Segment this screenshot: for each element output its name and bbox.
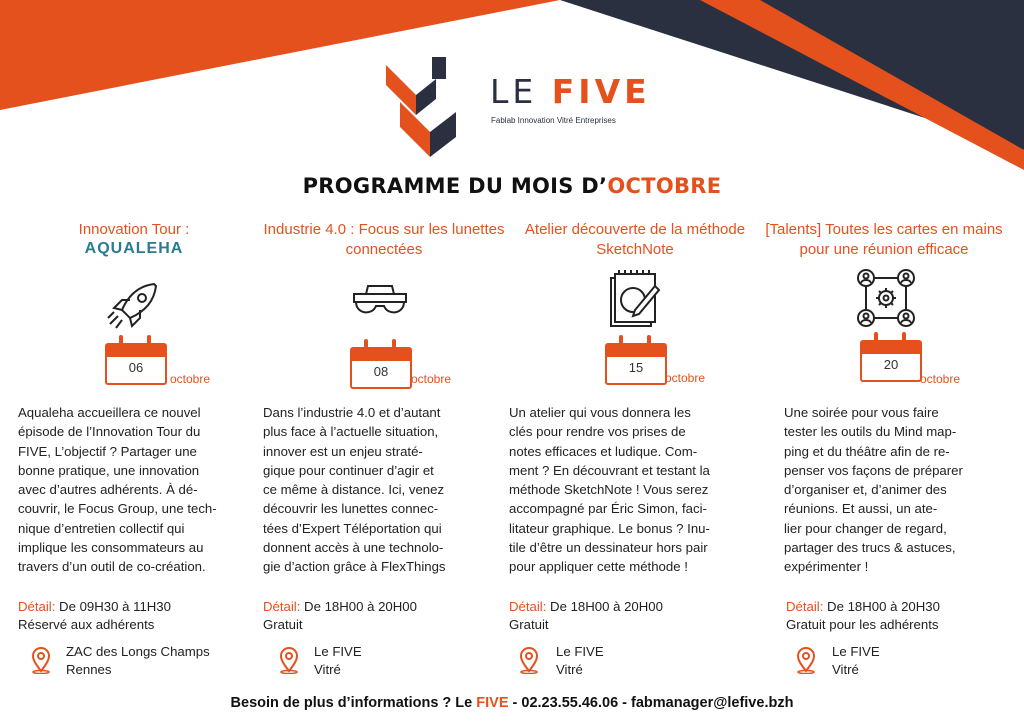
description-line: réunions. Et aussi, un ate- <box>784 501 938 517</box>
location-line-2: Vitré <box>832 662 859 677</box>
event-location <box>832 643 880 679</box>
event-column-3 <box>510 220 760 260</box>
description-line: avec d’autres adhérents. À dé- <box>18 482 198 498</box>
event-title: Innovation Tour : <box>78 221 190 238</box>
location-pin-icon <box>518 646 540 674</box>
detail-label: Détail: <box>18 599 56 614</box>
detail-time: De 18H00 à 20H00 <box>300 599 417 614</box>
description-line: ping et du théâtre afin de re- <box>784 443 950 459</box>
location-line-1: Le FIVE <box>832 644 880 659</box>
description-line: nique d’entretien collectif qui <box>18 520 185 536</box>
description-line: Un atelier qui vous donnera les <box>509 405 691 420</box>
detail-time: De 18H00 à 20H30 <box>823 599 940 614</box>
calendar-icon <box>105 335 167 383</box>
description-line: tile d’être un dessinateur hors pair <box>509 540 708 556</box>
location-line-2: Rennes <box>66 662 112 677</box>
description-line: travers d’un outil de co-création. <box>18 559 206 575</box>
event-description <box>263 403 508 577</box>
description-line: ment ? En découvrant et testant la <box>509 462 710 478</box>
description-line: accompagné par Éric Simon, faci- <box>509 501 707 517</box>
event-month: octobre <box>170 372 211 386</box>
title-prefix: PROGRAMME DU MOIS D’ <box>302 174 608 198</box>
calendar-icon <box>350 339 412 387</box>
event-description <box>509 403 759 577</box>
description-line: épisode de l’Innovation Tour du <box>18 424 201 440</box>
event-column-1 <box>14 220 254 258</box>
event-day: 06 <box>105 353 167 385</box>
description-line: implique les consommateurs au <box>18 540 204 556</box>
description-line: tées d’Expert Téléportation qui <box>263 520 442 536</box>
description-line: innover est un enjeu straté- <box>263 443 423 459</box>
description-line: Une soirée pour vous faire <box>784 405 939 420</box>
detail-label: Détail: <box>786 599 824 614</box>
description-line: Aqualeha accueillera ce nouvel <box>18 405 201 420</box>
event-detail <box>263 598 417 634</box>
footer-prefix: Besoin de plus d’informations ? Le <box>230 695 477 711</box>
event-day: 20 <box>860 350 922 382</box>
event-location <box>66 643 210 679</box>
footer-contact: - 02.23.55.46.06 - fabmanager@lefive.bzh <box>508 695 794 711</box>
description-line: notes efficaces et ludique. Com- <box>509 443 698 459</box>
detail-note: Gratuit <box>509 617 549 632</box>
sketchbook-icon <box>605 270 665 330</box>
description-line: gie d’action grâce à FlexThings <box>263 559 446 575</box>
description-line: litateur graphique. Le bonus ? Inu- <box>509 520 710 536</box>
brand-le: LE <box>490 72 538 111</box>
event-description <box>18 403 263 577</box>
event-detail <box>509 598 663 634</box>
footer-five: FIVE <box>476 695 509 711</box>
description-line: ce même à distance. Ici, venez <box>263 482 445 498</box>
event-month: octobre <box>920 372 961 386</box>
event-detail <box>786 598 940 634</box>
location-line-1: ZAC des Longs Champs <box>66 644 210 659</box>
detail-note: Réservé aux adhérents <box>18 617 155 632</box>
rocket-icon <box>104 280 164 330</box>
description-line: méthode SketchNote ! Vous serez <box>509 482 709 498</box>
location-pin-icon <box>795 646 817 674</box>
event-description <box>784 403 1014 577</box>
event-month: octobre <box>411 372 452 386</box>
location-line-2: Vitré <box>314 662 341 677</box>
description-line: partager des trucs & astuces, <box>784 540 956 556</box>
calendar-icon <box>605 335 667 383</box>
detail-label: Détail: <box>263 599 301 614</box>
description-line: expérimenter ! <box>784 559 869 575</box>
description-line: lier pour changer de regard, <box>784 520 947 536</box>
description-line: donnent accès à une technolo- <box>263 540 444 556</box>
brand-tagline: Fablab Innovation Vitré Entreprises <box>491 116 616 125</box>
event-location <box>556 643 604 679</box>
event-title: Atelier découverte de la méthode SketchNote <box>524 221 746 258</box>
contact-footer <box>0 695 1024 711</box>
partner-logo-aqualeha: AQUALEHA <box>84 240 184 257</box>
location-line-1: Le FIVE <box>314 644 362 659</box>
smart-glasses-icon <box>350 282 410 322</box>
brand-five: FIVE <box>551 72 651 111</box>
event-detail <box>18 598 171 634</box>
location-line-1: Le FIVE <box>556 644 604 659</box>
event-column-4 <box>750 220 1018 260</box>
title-month: OCTOBRE <box>607 174 722 198</box>
le-five-logo <box>386 57 466 157</box>
detail-time: De 09H30 à 11H30 <box>55 599 171 614</box>
description-line: découvrir les lunettes connec- <box>263 501 439 517</box>
event-location <box>314 643 362 679</box>
description-line: Dans l’industrie 4.0 et d’autant <box>263 405 441 420</box>
event-title: Industrie 4.0 : Focus sur les lunettes connectées <box>263 221 505 258</box>
description-line: gique pour continuer d’agir et <box>263 462 434 478</box>
description-line: bonne pratique, une innovation <box>18 462 200 478</box>
location-pin-icon <box>278 646 300 674</box>
description-line: FIVE, L’objectif ? Partager une <box>18 443 197 459</box>
calendar-icon <box>860 332 922 380</box>
event-day: 08 <box>350 357 412 389</box>
description-line: penser vos façons de préparer <box>784 462 963 478</box>
event-day: 15 <box>605 353 667 385</box>
description-line: tester les outils du Mind map- <box>784 424 957 440</box>
brand-name <box>490 72 651 111</box>
event-month: octobre <box>665 371 706 385</box>
event-column-2 <box>254 220 514 260</box>
description-line: couvrir, le Focus Group, une tech- <box>18 501 217 517</box>
location-line-2: Vitré <box>556 662 583 677</box>
location-pin-icon <box>30 646 52 674</box>
detail-note: Gratuit <box>263 617 303 632</box>
description-line: pour appliquer cette méthode ! <box>509 559 688 575</box>
detail-label: Détail: <box>509 599 547 614</box>
description-line: clés pour rendre vos prises de <box>509 424 686 440</box>
description-line: plus face à l’actuelle situation, <box>263 424 439 440</box>
page-title <box>0 174 1024 198</box>
event-title: [Talents] Toutes les cartes en mains pour une réunion efficace <box>765 221 1003 258</box>
team-network-icon <box>856 268 916 328</box>
detail-note: Gratuit pour les adhérents <box>786 617 939 632</box>
detail-time: De 18H00 à 20H00 <box>546 599 663 614</box>
description-line: d’organiser et, d’animer des <box>784 482 947 498</box>
